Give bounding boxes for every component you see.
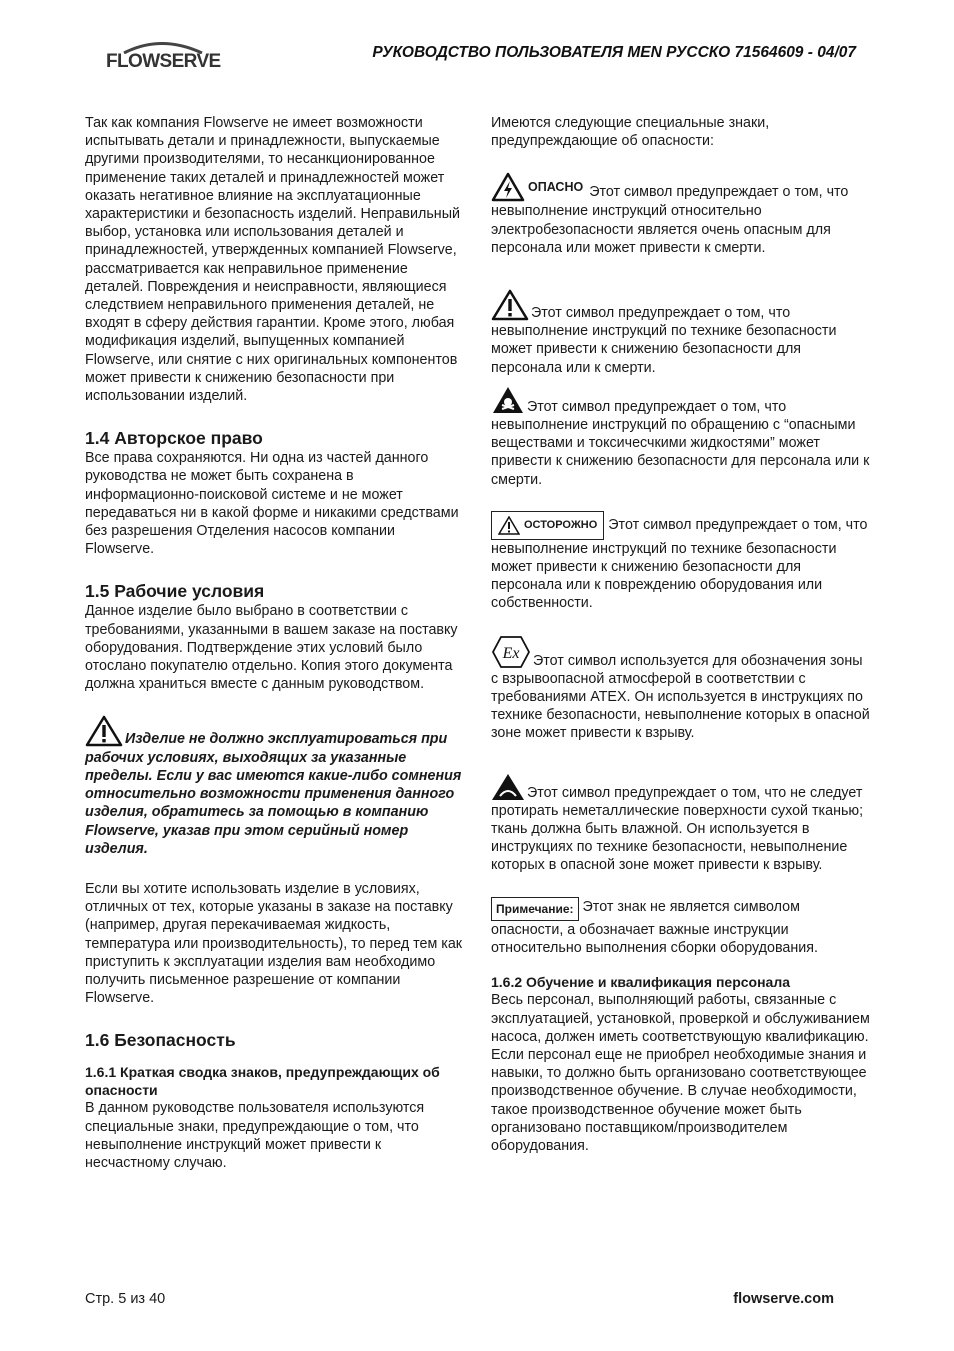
static-hazard-text: Этот символ предупреждает о том, что не следует протирать неметаллические поверхности сухой тканью; ткань должна быть влажной. Он используется в инструкциях по технике безопасности, невыполнение которых в опасной зоне может привести к взрыву. xyxy=(491,784,864,874)
static-hazard-item xyxy=(491,773,871,875)
caution-text: Этот символ предупреждает о том, что невыполнение инструкций по технике безопасности может привести к снижению безопасности для персонала или к повреждению оборудования или собственности. xyxy=(491,516,868,612)
toxic-hazard-item xyxy=(491,385,871,489)
symbols-intro: Имеются следующие специальные знаки, предупреждающие об опасности: xyxy=(491,115,770,150)
page-number: Стр. 5 из 40 xyxy=(85,1291,166,1307)
heading-operating-conditions: 1.5 Рабочие условия xyxy=(85,581,265,602)
warning-block xyxy=(85,715,465,857)
danger-symbol-item xyxy=(491,172,871,257)
copyright-paragraph: Все права сохраняются. Ни одна из частей данного руководства не может быть сохранена в информационно-поисковой системе и не может передаваться ни в какой форме и никакими средствами без разрешения Отделения насосов компании Flowserve. xyxy=(85,450,459,558)
note-label-box: Примечание: xyxy=(491,897,579,921)
heading-safety-summary: 1.6.1 Краткая сводка знаков, предупреждающих об опасности xyxy=(85,1064,440,1099)
electric-hazard-icon xyxy=(491,172,525,202)
other-conditions-paragraph: Если вы хотите использовать изделие в условиях, отличных от тех, которые указаны в заказе на поставку (например, другая перекачиваемая жидкость, температура или производительность), то перед тем как приступить к эксплуатации изделия вам необходимо получить письменное разрешение от компании Flowserve. xyxy=(85,880,463,1007)
danger-text: Этот символ предупреждает о том, что невыполнение инструкций относительно электробезопасности является очень опасным для персонала или может привести к смерти. xyxy=(491,184,849,256)
conditions-paragraph: Данное изделие было выбрано в соответствии с требованиями, указанными в вашем заказе на поставку оборудования. Подтверждение этих условий было отослано покупателю отдельно. Копия этого документа должна храниться вместе с данным руководством. xyxy=(85,603,458,693)
intro-paragraph: Так как компания Flowserve не имеет возможности испытывать детали и принадлежности, выпускаемые другими производителями, то несанкционированное применение таких деталей и принадлежностей может оказать негативное влияние на эксплуатационные характеристики и безопасность изделий. Неправильный выбор, установка или использования деталей и принадлежностей, утвержденных компанией Flowserve, рассматривается как неправильное применение деталей. Повреждения и неисправности, являющиеся следствием неправильного применения деталей, не входят в сферу действия гарантии. Кроме этого, любая модификация изделий, выпущенных компанией Flowserve, или снятие с них оригинальных компонентов может привести к снижению безопасности при использовании изделий. xyxy=(85,115,460,405)
footer-website: flowserve.com xyxy=(733,1291,834,1307)
right-column xyxy=(491,114,871,1155)
danger-label: ОПАСНО xyxy=(491,172,583,202)
warning-triangle-icon xyxy=(491,289,529,321)
flowserve-logo xyxy=(106,40,221,80)
note-text: Этот знак не является символом опасности, а обозначает важные инструкции относительно выполнения сборки оборудования. xyxy=(491,898,818,957)
note-item xyxy=(491,897,871,958)
heading-safety: 1.6 Безопасность xyxy=(85,1030,236,1051)
caution-triangle-icon xyxy=(498,516,520,535)
left-column xyxy=(85,114,465,1172)
general-safety-item xyxy=(491,289,871,377)
heading-copyright: 1.4 Авторское право xyxy=(85,428,263,449)
toxic-hazard-icon xyxy=(491,385,525,415)
warning-triangle-icon xyxy=(85,715,123,747)
document-header-title: РУКОВОДСТВО ПОЛЬЗОВАТЕЛЯ MEN РУССКО 71564609 - 04/07 xyxy=(372,44,856,61)
general-safety-text: Этот символ предупреждает о том, что невыполнение инструкций по технике безопасности может привести к снижению безопасности для персонала или к смерти. xyxy=(491,305,837,376)
toxic-hazard-text: Этот символ предупреждает о том, что невыполнение инструкций по обращению с “опасными веществами и токсичесчкими жидкостями” может привести к снижению безопасности для персонала или к смерти. xyxy=(491,398,870,488)
ex-hexagon-icon xyxy=(491,635,531,669)
heading-training: 1.6.2 Обучение и квалификация персонала xyxy=(491,974,791,991)
warning-text: Изделие не должно эксплуатироваться при рабочих условиях, выходящих за указанные пределы. Если у вас имеются какие-либо сомнения относительно возможности применения данного изделия, обратитесь за помощью в компанию Flowserve, указав при этом серийный номер изделия. xyxy=(85,731,462,857)
safety-summary-paragraph: В данном руководстве пользователя используются специальные знаки, предупреждающие о том, что невыполнение инструкций может привести к несчастному случаю. xyxy=(85,1100,425,1171)
electrostatic-hazard-icon xyxy=(491,773,525,801)
caution-label-box: ОСТОРОЖНО xyxy=(491,511,604,540)
caution-item xyxy=(491,511,871,613)
training-paragraph: Весь персонал, выполняющий работы, связанные с эксплуатацией, установкой, проверкой и обслуживанием насоса, должен иметь соответствующую квалификацию. Если персонал еще не приобрел необходимые знания и навыки, то должно быть организовано соответствующее производственное обучение. В случае необходимости, такое производственное обучение может быть организовано поставщиком/производителем оборудования. xyxy=(491,992,870,1154)
atex-text: Этот символ используется для обозначения зоны с взрывоопасной атмосферой в соответствии с требованиями ATEX. Он используется в инструкциях по технике безопасности, невыполнение которых в опасной зоне может привести к взрыву. xyxy=(491,652,870,742)
atex-item xyxy=(491,635,871,743)
svg-text:Ex: Ex xyxy=(502,644,520,662)
logo-text: FLOWSERVE xyxy=(106,51,221,72)
